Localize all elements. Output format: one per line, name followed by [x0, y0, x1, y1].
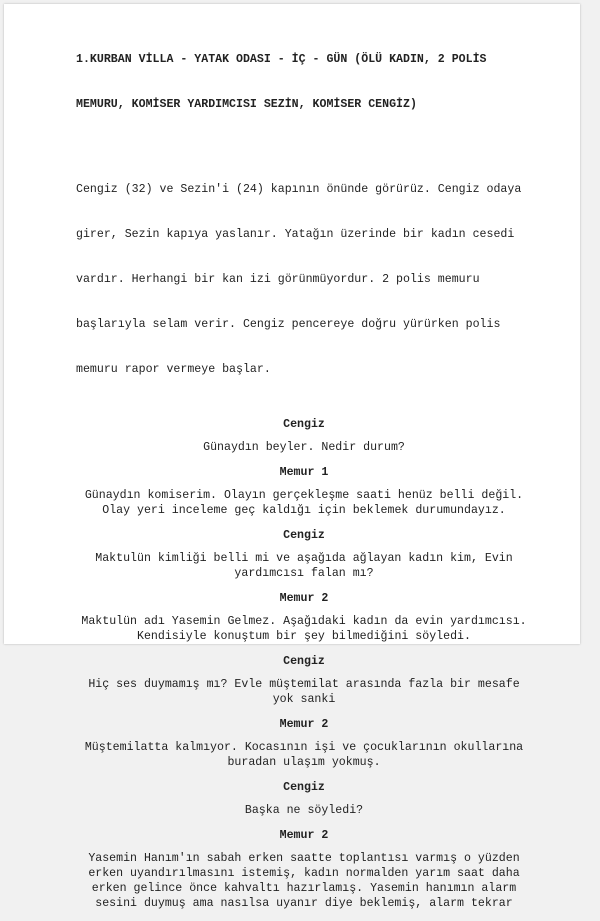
script-page: [4, 4, 580, 910]
character-name: Memur 1: [279, 466, 329, 479]
dialogue-line: Başka ne söyledi?: [244, 804, 364, 817]
dialogue: [76, 677, 532, 707]
scene-heading-line: MEMURU, KOMİSER YARDIMCISI SEZİN, KOMİSER CENGİZ): [76, 98, 417, 111]
dialogue: [68, 614, 540, 644]
dialogue-line: Müştemilatta kalmıyor. Kocasının işi ve çocuklarının okullarına: [84, 741, 524, 754]
dialogue: [76, 551, 532, 581]
script-content: [76, 22, 532, 921]
dialogue-line: buradan ulaşım yokmuş.: [227, 756, 381, 769]
dialogue-line: Hiç ses duymamış mı? Evle müştemilat arasında fazla bir mesafe: [88, 678, 520, 691]
character-name: Cengiz: [283, 781, 325, 794]
scene-heading-line: 1.KURBAN VİLLA - YATAK ODASI - İÇ - GÜN (ÖLÜ KADIN, 2 POLİS: [76, 53, 487, 66]
dialogue-line: Maktulün kimliği belli mi ve aşağıda ağlayan kadın kim, Evin: [95, 552, 513, 565]
dialogue: [68, 740, 540, 770]
character-name: Memur 2: [279, 718, 329, 731]
action-line: girer, Sezin kapıya yaslanır. Yatağın üzerinde bir kadın cesedi: [76, 228, 515, 241]
action-line: Cengiz (32) ve Sezin'i (24) kapının önünde görürüz. Cengiz odaya: [76, 183, 522, 196]
dialogue-line: erken gelince önce kahvaltı hazırlamış. Yasemin hanımın alarm: [91, 882, 517, 895]
action-paragraph: [76, 152, 532, 407]
dialogue: [76, 440, 532, 455]
dialogue-line: Günaydın beyler. Nedir durum?: [203, 441, 405, 454]
scene-heading: [76, 22, 532, 142]
character-name: Cengiz: [283, 529, 325, 542]
dialogue-line: erken uyandırılmasını istemiş, kadın normalden yarım saat daha: [88, 867, 520, 880]
action-line: vardır. Herhangi bir kan izi görünmüyordur. 2 polis memuru: [76, 273, 480, 286]
character-name: Cengiz: [283, 418, 325, 431]
dialogue-line: Yasemin Hanım'ın sabah erken saatte toplantısı varmış o yüzden: [88, 852, 520, 865]
character-name: Cengiz: [283, 655, 325, 668]
dialogue: [68, 488, 540, 518]
dialogue-line: sesini duymuş ama nasılsa uyanır diye beklemiş, alarm tekrar: [95, 897, 513, 910]
dialogue-line: yok sanki: [272, 693, 336, 706]
dialogue: [76, 851, 532, 911]
dialogue-line: Olay yeri inceleme geç kaldığı için beklemek durumundayız.: [102, 504, 506, 517]
dialogue-line: Maktulün adı Yasemin Gelmez. Aşağıdaki kadın da evin yardımcısı.: [81, 615, 527, 628]
dialogue-line: Günaydın komiserim. Olayın gerçekleşme saati henüz belli değil.: [84, 489, 524, 502]
action-line: memuru rapor vermeye başlar.: [76, 363, 271, 376]
character-name: Memur 2: [279, 829, 329, 842]
character-name: Memur 2: [279, 592, 329, 605]
dialogue: [76, 803, 532, 818]
dialogue-line: yardımcısı falan mı?: [234, 567, 374, 580]
dialogue-line: Kendisiyle konuştum bir şey bilmediğini söyledi.: [137, 630, 471, 643]
action-line: başlarıyla selam verir. Cengiz pencereye doğru yürürken polis: [76, 318, 501, 331]
